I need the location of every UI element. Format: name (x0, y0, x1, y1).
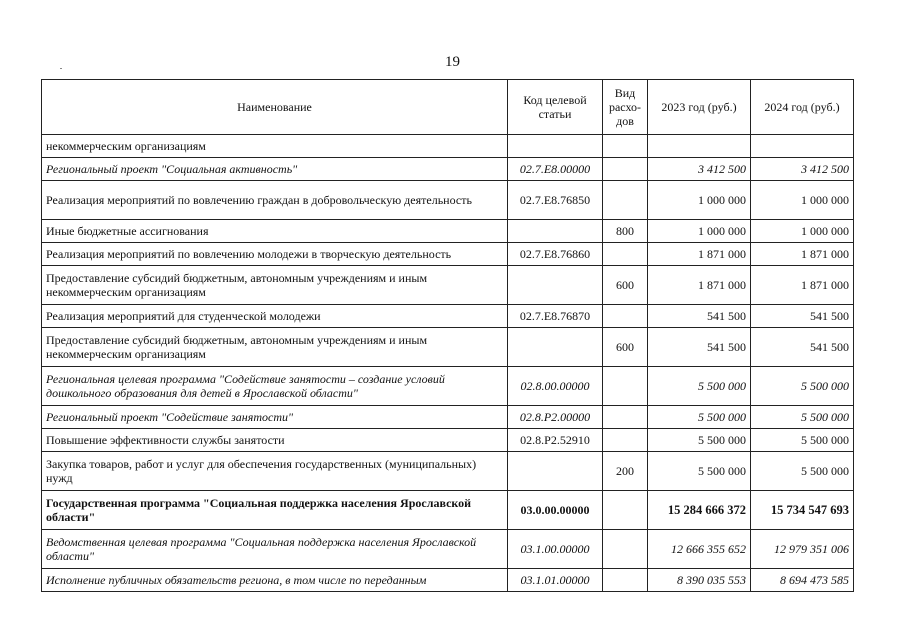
scan-speck (60, 68, 62, 69)
row-2023: 8 390 035 553 (648, 569, 751, 592)
row-2024: 5 500 000 (751, 452, 854, 491)
row-2024: 1 000 000 (751, 220, 854, 243)
header-code: Код целевой статьи (508, 80, 603, 135)
row-2023: 541 500 (648, 305, 751, 328)
table-row (42, 135, 854, 158)
row-code (508, 266, 603, 305)
header-kind: Вид расхо-дов (603, 80, 648, 135)
table-row (42, 569, 854, 592)
row-2024: 1 871 000 (751, 243, 854, 266)
row-code (508, 328, 603, 367)
row-kind (603, 243, 648, 266)
row-2024: 15 734 547 693 (751, 491, 854, 530)
row-code: 02.7.E8.00000 (508, 158, 603, 181)
row-code: 03.1.00.00000 (508, 530, 603, 569)
row-name: Закупка товаров, работ и услуг для обеспечения государственных (муниципальных) нужд (42, 452, 508, 491)
table-row (42, 181, 854, 220)
row-kind (603, 305, 648, 328)
row-code (508, 452, 603, 491)
row-name: Региональный проект "Социальная активность" (42, 158, 508, 181)
row-kind: 200 (603, 452, 648, 491)
row-code: 02.7.E8.76850 (508, 181, 603, 220)
row-kind: 600 (603, 328, 648, 367)
row-name: некоммерческим организациям (42, 135, 508, 158)
row-kind (603, 569, 648, 592)
row-code (508, 220, 603, 243)
table-row (42, 220, 854, 243)
row-kind: 600 (603, 266, 648, 305)
row-2023: 3 412 500 (648, 158, 751, 181)
row-2023: 541 500 (648, 328, 751, 367)
row-2024: 1 000 000 (751, 181, 854, 220)
table-row (42, 452, 854, 491)
row-name: Реализация мероприятий по вовлечению молодежи в творческую деятельность (42, 243, 508, 266)
row-code: 02.8.P2.52910 (508, 429, 603, 452)
row-2023: 1 000 000 (648, 220, 751, 243)
table-row (42, 530, 854, 569)
row-2024 (751, 135, 854, 158)
row-name: Региональный проект "Содействие занятости" (42, 406, 508, 429)
row-2024: 5 500 000 (751, 406, 854, 429)
table-row (42, 491, 854, 530)
row-kind (603, 158, 648, 181)
row-2024: 5 500 000 (751, 429, 854, 452)
row-code: 02.8.00.00000 (508, 367, 603, 406)
table-row (42, 243, 854, 266)
row-code: 02.8.P2.00000 (508, 406, 603, 429)
row-2024: 12 979 351 006 (751, 530, 854, 569)
row-2023: 12 666 355 652 (648, 530, 751, 569)
table-row (42, 429, 854, 452)
table-row (42, 158, 854, 181)
header-2024: 2024 год (руб.) (751, 80, 854, 135)
table-row (42, 266, 854, 305)
table-row (42, 406, 854, 429)
table-row (42, 305, 854, 328)
row-2023: 5 500 000 (648, 367, 751, 406)
row-kind (603, 135, 648, 158)
header-2023: 2023 год (руб.) (648, 80, 751, 135)
row-kind (603, 367, 648, 406)
page-number: 19 (445, 54, 460, 70)
row-code (508, 135, 603, 158)
row-2024: 1 871 000 (751, 266, 854, 305)
budget-table (41, 79, 854, 592)
row-2024: 541 500 (751, 305, 854, 328)
row-name: Предоставление субсидий бюджетным, автономным учреждениям и иным некоммерческим организациям (42, 266, 508, 305)
header-name: Наименование (42, 80, 508, 135)
row-name: Реализация мероприятий по вовлечению граждан в добровольческую деятельность (42, 181, 508, 220)
row-name: Ведомственная целевая программа "Социальная поддержка населения Ярославской области" (42, 530, 508, 569)
row-kind (603, 429, 648, 452)
row-2024: 541 500 (751, 328, 854, 367)
row-name: Государственная программа "Социальная поддержка населения Ярославской области" (42, 491, 508, 530)
row-name: Повышение эффективности службы занятости (42, 429, 508, 452)
row-code: 03.1.01.00000 (508, 569, 603, 592)
row-2024: 3 412 500 (751, 158, 854, 181)
row-2023: 1 871 000 (648, 266, 751, 305)
row-kind (603, 181, 648, 220)
row-2024: 5 500 000 (751, 367, 854, 406)
row-2023: 1 871 000 (648, 243, 751, 266)
row-2023: 15 284 666 372 (648, 491, 751, 530)
row-2023: 5 500 000 (648, 429, 751, 452)
row-2023: 1 000 000 (648, 181, 751, 220)
row-2023: 5 500 000 (648, 406, 751, 429)
row-2024: 8 694 473 585 (751, 569, 854, 592)
row-name: Предоставление субсидий бюджетным, автономным учреждениям и иным некоммерческим организациям (42, 328, 508, 367)
row-name: Иные бюджетные ассигнования (42, 220, 508, 243)
row-kind (603, 530, 648, 569)
row-name: Реализация мероприятий для студенческой молодежи (42, 305, 508, 328)
table-row (42, 328, 854, 367)
row-code: 02.7.E8.76860 (508, 243, 603, 266)
row-2023: 5 500 000 (648, 452, 751, 491)
row-kind (603, 491, 648, 530)
row-code: 03.0.00.00000 (508, 491, 603, 530)
row-kind (603, 406, 648, 429)
row-name: Исполнение публичных обязательств региона, в том числе по переданным (42, 569, 508, 592)
row-2023 (648, 135, 751, 158)
row-kind: 800 (603, 220, 648, 243)
row-name: Региональная целевая программа "Содействие занятости – создание условий дошкольного образования для детей в Ярославской области" (42, 367, 508, 406)
row-code: 02.7.E8.76870 (508, 305, 603, 328)
table-header-row (42, 80, 854, 135)
table-row (42, 367, 854, 406)
